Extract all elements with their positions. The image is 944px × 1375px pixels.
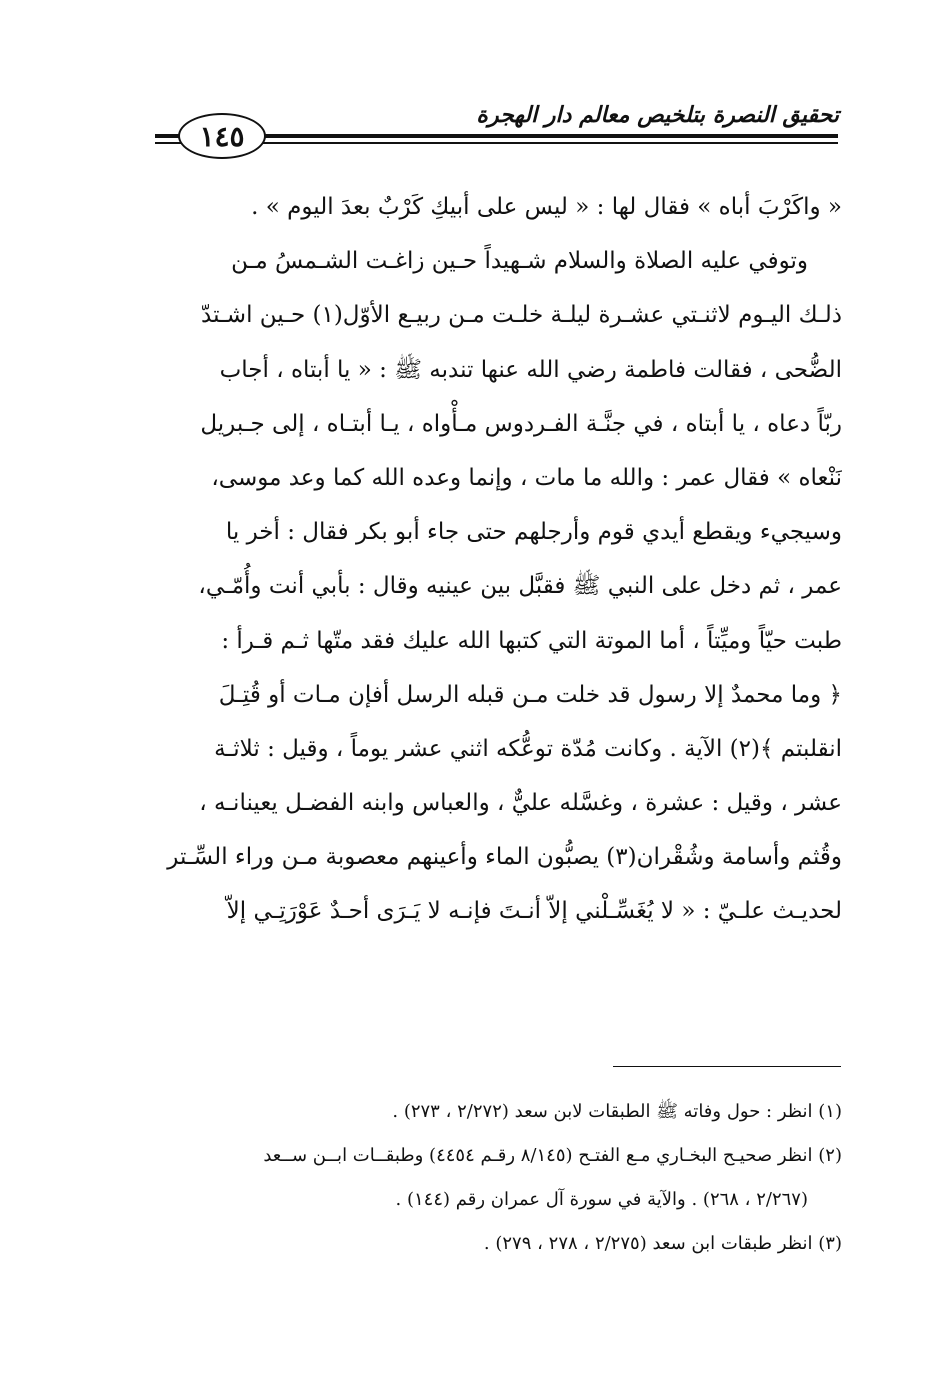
body-text [152,180,842,939]
body-line: ذلـك اليـوم لاثنـتي عشـرة ليلـة خلـت مـن ربيـع الأوّل(١) حـين اشـتدّ [201,302,842,329]
footnote-3: (٣) انظر طبقات ابن سعد (٢/٢٧٥ ، ٢٧٨ ، ٢٧٩) . [483,1233,842,1254]
body-line: نَنْعاه » فقال عمر : والله ما مات ، وإنما وعده الله كما وعد موسى، [211,464,842,491]
header-rule-thin [262,142,838,144]
body-line: « واكَرْبَ أباه » فقال لها : « ليس على أبيكِ كَرْبٌ بعدَ اليوم » . [251,194,842,220]
footnotes [150,1090,842,1266]
header-title: تحقيق النصرة بتلخيص معالم دار الهجرة [476,102,839,128]
footnote-separator [613,1066,841,1067]
body-line: الضُّحى ، فقالت فاطمة رضي الله عنها تندبه ﷺ : « يا أبتاه ، أجاب [219,356,842,383]
header-rule-stub-thin [155,142,181,144]
body-line: ﴿ وما محمدٌ إلا رسول قد خلت مـن قبله الرسل أفإن مـات أو قُتِـلَ [218,681,842,708]
body-line: ربّاً دعاه ، يا أبتاه ، في جنَّـة الفـردوس مـأْواه ، يـا أبتـاه ، إلى جـبريل [200,410,842,437]
body-line: عمر ، ثم دخل على النبي ﷺ فقبَّل بين عينيه وقال : بأبي أنت وأُمّـي، [198,573,842,600]
footnote-1: (١) انظر : حول وفاته ﷺ الطبقات لابن سعد (٢/٢٧٢ ، ٢٧٣) . [392,1101,842,1122]
body-line: وسيجيء ويقطع أيدي قوم وأرجلهم حتى جاء أبو بكر فقال : أخر يا [225,519,842,546]
footnote-2-continued: (٢/٢٦٧ ، ٢٦٨) . والآية في سورة آل عمران رقم (١٤٤) . [395,1189,808,1210]
body-line: لحديـث علـيّ : « لا يُغَسِّـلْني إلاّ أنـتَ فإنـه لا يَـرَى أحـدٌ عَوْرَتِـي إلاّ [226,898,842,925]
footnote-2: (٢) انظر صحيـح البخـاري مـع الفتـح (٨/١٤٥ رقـم ٤٤٥٤) وطبقــات ابــن ســعد [263,1145,842,1166]
body-line: انقلبتم ﴾(٢) الآية . وكانت مُدّة توعُّكه اثني عشر يوماً ، وقيل : ثلاثـة [214,735,842,762]
header-rule-thick [262,134,838,138]
page-number: ١٤٥ [178,113,266,159]
body-line: عشر ، وقيل : عشرة ، وغسَّله عليٌّ ، والعباس وابنه الفضـل يعينانـه ، [199,790,842,817]
body-line: وتوفي عليه الصلاة والسلام شـهيداً حـين زاغـت الشـمسُ مـن [231,248,808,275]
body-line: وقُثم وأسامة وشُقْران(٣) يصبُّون الماء وأعينهم معصوبة مـن وراء السِّـتر [167,844,842,871]
body-line: طبت حيّاً وميِّتاً ، أما الموتة التي كتبها الله عليك فقد متّها ثـم قـرأ : [221,627,842,654]
